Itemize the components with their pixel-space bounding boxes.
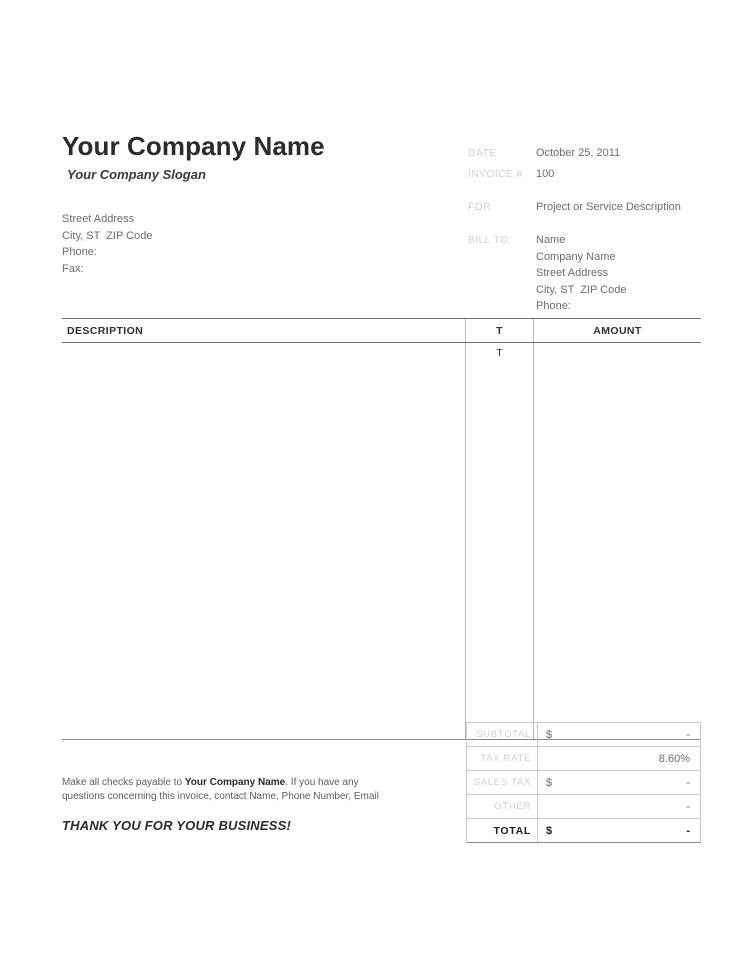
cell-t[interactable]	[466, 343, 534, 739]
payment-note-lead: Make all checks payable to	[62, 777, 185, 788]
for-label: FOR	[468, 202, 491, 213]
sales-tax-value: -	[686, 776, 690, 789]
for-value: Project or Service Description	[536, 201, 681, 213]
company-slogan: Your Company Slogan	[67, 166, 206, 182]
totals-row-total	[467, 819, 701, 843]
invoice-meta	[468, 145, 698, 319]
bill-to-name: Name	[536, 234, 566, 246]
company-header	[62, 132, 442, 182]
company-name: Your Company Name	[62, 131, 325, 161]
bill-to-street: Street Address	[536, 267, 609, 279]
tax-rate-label: TAX RATE	[480, 753, 531, 764]
address-street: Street Address	[62, 213, 135, 225]
invoice-number-value: 100	[536, 168, 555, 180]
total-currency: $	[546, 824, 553, 837]
sales-tax-currency: $	[546, 776, 553, 789]
company-address	[62, 211, 362, 277]
date-label: DATE	[468, 148, 497, 159]
address-fax: Fax:	[62, 262, 84, 275]
address-city: City, ST ZIP Code	[62, 229, 153, 242]
other-value: -	[686, 800, 690, 813]
subtotal-value-cell	[537, 723, 701, 746]
bill-to-block	[536, 232, 626, 315]
bill-to-company: Company Name	[536, 250, 616, 263]
header-amount	[534, 319, 701, 342]
subtotal-currency: $	[546, 728, 553, 741]
invoice-number-label: INVOICE #	[468, 169, 523, 180]
header-amount-label: AMOUNT	[593, 324, 642, 337]
bill-to-city: City, ST ZIP Code	[536, 283, 627, 296]
totals-row-sales-tax	[467, 771, 701, 795]
meta-row-date	[468, 145, 698, 162]
header-description	[62, 319, 466, 342]
meta-spacer	[468, 187, 698, 199]
meta-row-bill-to	[468, 232, 698, 315]
meta-row-invoice	[468, 166, 698, 183]
total-label: TOTAL	[493, 824, 531, 837]
meta-row-for	[468, 199, 698, 216]
header-t	[466, 319, 534, 342]
line-item-table	[62, 318, 701, 740]
bill-to-label: BILL TO:	[468, 235, 513, 246]
sales-tax-label: SALES TAX	[473, 777, 531, 788]
table-header-row	[62, 318, 701, 343]
address-phone: Phone:	[62, 246, 97, 258]
totals-table	[466, 722, 701, 843]
totals-row-tax-rate	[467, 747, 701, 771]
cell-amount[interactable]	[534, 343, 701, 739]
totals-row-subtotal	[467, 723, 701, 747]
header-t-label: T	[496, 324, 503, 337]
totals-row-other	[467, 795, 701, 819]
meta-spacer-2	[468, 220, 698, 232]
other-value-cell	[537, 795, 701, 818]
payment-note-tail: . If you have any	[285, 777, 359, 788]
subtotal-label: SUBTOTAL	[476, 729, 531, 740]
header-description-label: DESCRIPTION	[67, 324, 144, 337]
tax-rate-value-cell	[537, 747, 701, 770]
payment-note-line2: questions concerning this invoice, contact Name, Phone Number, Email	[62, 791, 379, 802]
cell-t-value: T	[496, 347, 503, 359]
table-row[interactable]	[62, 343, 701, 740]
sales-tax-value-cell	[537, 771, 701, 794]
cell-description[interactable]	[62, 343, 466, 739]
date-value: October 25, 2011	[536, 147, 621, 159]
payment-note-company: Your Company Name	[184, 777, 286, 788]
thank-you-message: THANK YOU FOR YOUR BUSINESS!	[62, 818, 292, 833]
bill-to-phone: Phone:	[536, 300, 571, 312]
total-value-cell	[537, 819, 701, 842]
tax-rate-value: 8.60%	[658, 752, 690, 765]
other-label: OTHER	[494, 801, 531, 812]
subtotal-value: -	[686, 728, 690, 741]
total-value: -	[686, 824, 690, 837]
payment-note	[62, 776, 422, 804]
